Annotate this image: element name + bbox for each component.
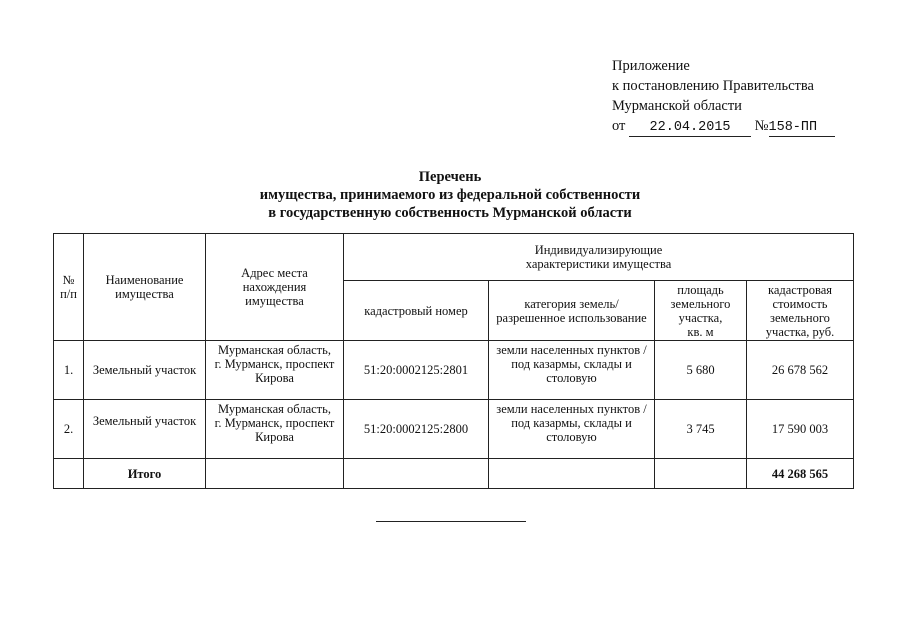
document-title [150, 168, 750, 222]
row-area: 3 745 [655, 400, 747, 459]
row-cadastral-value: 17 590 003 [747, 400, 854, 459]
appendix-date-line [612, 116, 835, 137]
row-cadastral-number: 51:20:0002125:2801 [344, 341, 489, 400]
row-num: 1. [54, 341, 84, 400]
total-empty-area [655, 459, 747, 489]
title-line-2: имущества, принимаемого из федеральной собственности [259, 187, 641, 203]
header-cadastral-number: кадастровый номер [344, 281, 489, 341]
total-label: Итого [84, 459, 206, 489]
appendix-block [612, 56, 835, 137]
total-empty-category [489, 459, 655, 489]
row-land-category: земли населенных пунктов / под казармы, склады и столовую [489, 341, 655, 400]
title-line-1: Перечень [418, 169, 482, 185]
total-empty-cadastral [344, 459, 489, 489]
header-address: Адрес места нахождения имущества [206, 234, 344, 341]
row-land-category: земли населенных пунктов / под казармы, склады и столовую [489, 400, 655, 459]
row-address: Мурманская область, г. Мурманск, проспект Кирова [206, 341, 344, 400]
header-name: Наименование имущества [84, 234, 206, 341]
header-area: площадь земельного участка, кв. м [655, 281, 747, 341]
appendix-line-3: Мурманской области [612, 98, 742, 114]
total-empty-address [206, 459, 344, 489]
number-sign: № [754, 118, 769, 134]
total-row [54, 459, 854, 489]
table-row [54, 341, 854, 400]
row-num: 2. [54, 400, 84, 459]
row-cadastral-number: 51:20:0002125:2800 [344, 400, 489, 459]
from-label: от [612, 118, 626, 134]
row-name: Земельный участок [84, 341, 206, 400]
property-table [53, 233, 854, 489]
header-land-category: категория земель/ разрешенное использование [489, 281, 655, 341]
table-row [54, 400, 854, 459]
appendix-line-1: Приложение [612, 58, 690, 74]
row-address: Мурманская область, г. Мурманск, проспект Кирова [206, 400, 344, 459]
appendix-line-2: к постановлению Правительства [612, 78, 814, 94]
total-value: 44 268 565 [747, 459, 854, 489]
end-divider-line [376, 521, 526, 522]
header-characteristics: Индивидуализирующие характеристики имущества [344, 234, 854, 281]
row-area: 5 680 [655, 341, 747, 400]
total-empty-num [54, 459, 84, 489]
row-name: Земельный участок [84, 400, 206, 459]
resolution-number: 158-ПП [769, 120, 835, 137]
title-line-3: в государственную собственность Мурманской области [268, 205, 632, 221]
header-num: № п/п [54, 234, 84, 341]
row-cadastral-value: 26 678 562 [747, 341, 854, 400]
header-cadastral-value: кадастровая стоимость земельного участка, руб. [747, 281, 854, 341]
resolution-date: 22.04.2015 [629, 120, 751, 137]
